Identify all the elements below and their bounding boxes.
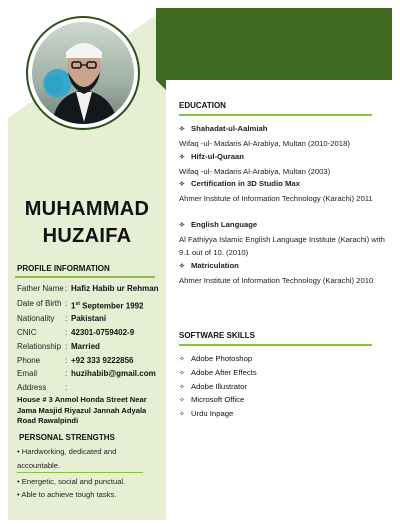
info-value: +92 333 9222856 — [71, 356, 134, 365]
dot-bullet-icon: • — [17, 447, 20, 456]
info-label: Nationality — [17, 314, 55, 323]
diamond-bullet-icon: ✧ — [179, 222, 185, 229]
info-row-nationality: Nationality : Pakistani — [17, 314, 107, 323]
education-item: ✧ Matriculation Ahmer Institute of Information Technology (Karachi) 2010 — [179, 261, 374, 285]
profile-section-rule — [15, 276, 155, 278]
skill-item: ✧ Adobe After Effects — [179, 366, 257, 380]
info-row-date-of-birth: Date of Birth : 1st September 1992 — [17, 299, 144, 311]
info-row-father-name: Father Name : Hafiz Habib ur Rehman — [17, 284, 159, 293]
skill-item: ✧ Urdu Inpage — [179, 407, 233, 421]
education-section-rule — [179, 114, 372, 116]
info-value: Hafiz Habib ur Rehman — [71, 284, 159, 293]
info-value: 1st September 1992 — [71, 301, 144, 311]
strength-item: • Able to achieve tough tasks. — [17, 490, 117, 499]
dot-bullet-icon: • — [17, 490, 20, 499]
strength-item: • Energetic, social and punctual. — [17, 477, 126, 486]
candidate-last-name: HUZAIFA — [42, 225, 132, 247]
dot-bullet-icon: • — [17, 477, 20, 486]
diamond-bullet-icon: ✧ — [179, 397, 185, 404]
diamond-bullet-icon: ✧ — [179, 370, 185, 377]
diamond-bullet-icon: ✧ — [179, 411, 185, 418]
info-label: Email — [17, 369, 38, 378]
info-row-phone: Phone : +92 333 9222856 — [17, 356, 134, 365]
info-row-email: Email : huzihabib@gmail.com — [17, 369, 156, 378]
info-row-address: Address : — [17, 383, 68, 392]
info-label: Date of Birth — [17, 299, 62, 308]
diamond-bullet-icon: ✧ — [179, 384, 185, 391]
education-item: ✧ Certification in 3D Studio Max Ahmer Institute of Information Technology (Karachi) 2011 — [179, 179, 373, 203]
strengths-section-title: PERSONAL STRENGTHS — [19, 433, 115, 442]
skill-item: ✧ Adobe Illustrator — [179, 380, 247, 394]
info-row-relationship: Relationship : Married — [17, 342, 100, 351]
diamond-bullet-icon: ✧ — [179, 356, 185, 363]
candidate-name — [8, 196, 166, 250]
education-section-title: EDUCATION — [179, 101, 226, 110]
info-value: 42301-0759402-9 — [71, 328, 135, 337]
address-value: House # 3 Anmol Honda Street Near Jama Masjid Riyazul Jannah Adyala Road Rawalpindi — [17, 395, 147, 425]
diamond-bullet-icon: ✧ — [179, 181, 185, 188]
profile-photo — [32, 22, 134, 124]
info-label: Address — [17, 383, 47, 392]
education-item: ✧ Shahadat-ul-Aalmiah Wifaq -ul- Madaris Al-Arabiya, Multan (2010-2018) — [179, 124, 350, 148]
info-label: Father Name — [17, 284, 64, 293]
education-item: ✧ Hifz-ul-Quraan Wifaq -ul- Madaris Al-Arabiya, Multan (2003) — [179, 152, 331, 176]
profile-section-title: PROFILE INFORMATION — [17, 264, 110, 273]
info-value: Pakistani — [71, 314, 107, 323]
info-label: Relationship — [17, 342, 62, 351]
skill-item: ✧ Adobe Photoshop — [179, 352, 252, 366]
info-row-cnic: CNIC : 42301-0759402-9 — [17, 328, 135, 337]
info-value: Married — [71, 342, 100, 351]
diamond-bullet-icon: ✧ — [179, 126, 185, 133]
email-value[interactable]: huzihabib@gmail.com — [71, 369, 156, 378]
candidate-first-name: MUHAMMAD — [24, 198, 150, 220]
info-label: CNIC — [17, 328, 37, 337]
strengths-divider — [17, 472, 143, 473]
diamond-bullet-icon: ✧ — [179, 154, 185, 161]
header-green-block — [156, 8, 392, 80]
strength-item: • Hardworking, dedicated and accountable. — [17, 447, 117, 470]
info-label: Phone — [17, 356, 41, 365]
skills-section-rule — [179, 344, 372, 346]
profile-photo-frame — [28, 18, 138, 128]
skills-section-title: SOFTWARE SKILLS — [179, 331, 255, 340]
skill-item: ✧ Microsoft Office — [179, 393, 244, 407]
profile-photo-figure — [32, 22, 134, 124]
education-item: ✧ English Language Al Fathiyya Islamic English Language Institute (Karachi) with 9.1 out of 10. (2010) — [179, 220, 385, 257]
diamond-bullet-icon: ✧ — [179, 263, 185, 270]
